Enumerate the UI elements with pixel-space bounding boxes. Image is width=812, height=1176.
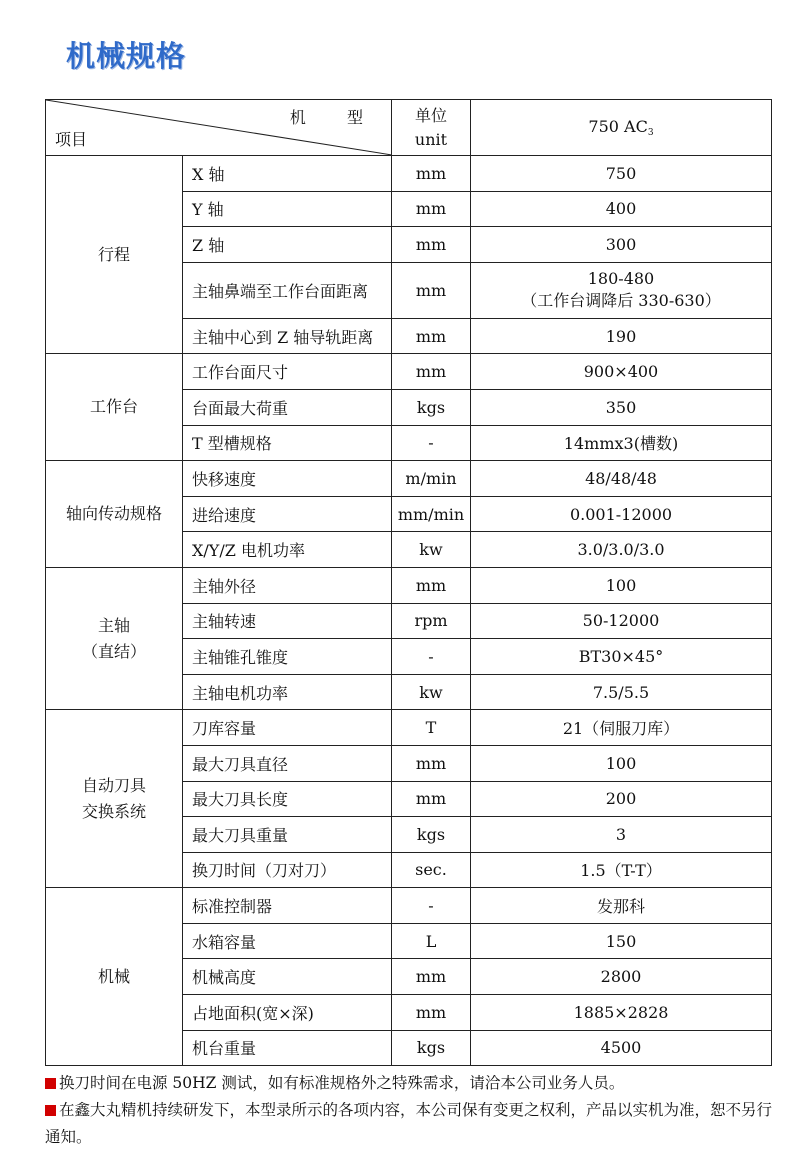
unit-cell: mm	[392, 567, 471, 603]
item-cell: 主轴中心到 Z 轴导轨距离	[183, 318, 392, 354]
unit-cell: m/min	[392, 461, 471, 497]
category-label: 行程	[97, 244, 130, 264]
unit-cell: mm/min	[392, 496, 471, 532]
value-cell: 400	[471, 191, 772, 227]
unit-cell: mm	[392, 354, 471, 390]
category-cell	[46, 710, 183, 888]
unit-en-label: unit	[414, 129, 448, 149]
note-item: 在鑫大丸精机持续研发下，本型录所示的各项内容，本公司保有变更之权利，产品以实机为准，恕不另行通知。	[45, 1101, 773, 1146]
value-cell: 750	[471, 156, 772, 192]
item-cell: 机械高度	[183, 959, 392, 995]
item-cell: 工作台面尺寸	[183, 354, 392, 390]
unit-cell: kgs	[392, 1030, 471, 1066]
item-cell: 主轴锥孔锥度	[183, 639, 392, 675]
unit-cell: mm	[392, 959, 471, 995]
model-name: 750 AC	[588, 117, 648, 136]
value-cell: 50-12000	[471, 603, 772, 639]
item-cell: 主轴外径	[183, 567, 392, 603]
value-cell: 2800	[471, 959, 772, 995]
model-subscript: 3	[647, 128, 654, 138]
value-cell: 200	[471, 781, 772, 817]
unit-cell: kw	[392, 674, 471, 710]
red-square-bullet-icon	[45, 1078, 56, 1089]
unit-cn-label: 单位	[414, 105, 447, 125]
table-row	[46, 461, 772, 497]
item-label: 项目	[55, 130, 88, 149]
note-item: 换刀时间在电源 50HZ 测试，如有标准规格外之特殊需求，请洽本公司业务人员。	[45, 1070, 775, 1097]
item-cell: 刀库容量	[183, 710, 392, 746]
value-cell: 190	[471, 318, 772, 354]
diagonal-header-cell	[46, 100, 392, 156]
value-cell: 100	[471, 567, 772, 603]
value-cell: 100	[471, 745, 772, 781]
category-label: （直结）	[81, 641, 146, 661]
unit-cell: mm	[392, 262, 471, 318]
item-cell: X/Y/Z 电机功率	[183, 532, 392, 568]
unit-cell: mm	[392, 191, 471, 227]
item-cell: 水箱容量	[183, 923, 392, 959]
unit-cell: mm	[392, 995, 471, 1031]
value-cell: 1885×2828	[471, 995, 772, 1031]
unit-cell: mm	[392, 318, 471, 354]
value-cell: 7.5/5.5	[471, 674, 772, 710]
unit-cell: sec.	[392, 852, 471, 888]
item-cell: Z 轴	[183, 227, 392, 263]
category-cell	[46, 567, 183, 709]
category-label: 轴向传动规格	[65, 504, 162, 524]
notes	[45, 1070, 775, 1151]
value-cell: 0.001-12000	[471, 496, 772, 532]
item-cell: 机台重量	[183, 1030, 392, 1066]
item-cell: 主轴鼻端至工作台面距离	[183, 262, 392, 318]
category-label: 自动刀具	[81, 775, 146, 795]
value-cell: 350	[471, 389, 772, 425]
category-cell	[46, 461, 183, 568]
value-line: 180-480	[587, 269, 655, 289]
spec-table	[45, 99, 772, 1066]
value-cell: 发那科	[471, 888, 772, 924]
item-cell: Y 轴	[183, 191, 392, 227]
unit-cell: -	[392, 639, 471, 675]
value-cell: 900×400	[471, 354, 772, 390]
unit-cell: mm	[392, 745, 471, 781]
model-header	[471, 100, 772, 156]
value-cell: 4500	[471, 1030, 772, 1066]
table-row	[46, 888, 772, 924]
value-cell: 300	[471, 227, 772, 263]
value-cell: 48/48/48	[471, 461, 772, 497]
header-row	[46, 100, 772, 156]
value-cell: 21（伺服刀库）	[471, 710, 772, 746]
unit-cell: kgs	[392, 389, 471, 425]
page-title: 机械规格	[66, 39, 187, 73]
item-cell: 占地面积(宽×深)	[183, 995, 392, 1031]
unit-cell: kw	[392, 532, 471, 568]
item-cell: 最大刀具重量	[183, 817, 392, 853]
category-cell	[46, 156, 183, 354]
value-cell: 3.0/3.0/3.0	[471, 532, 772, 568]
category-cell	[46, 888, 183, 1066]
table-row	[46, 710, 772, 746]
item-cell: 台面最大荷重	[183, 389, 392, 425]
value-cell: 1.5（T-T）	[471, 852, 772, 888]
item-cell: 最大刀具长度	[183, 781, 392, 817]
category-label: 工作台	[89, 397, 138, 417]
value-cell: 14mmx3(槽数)	[471, 425, 772, 461]
unit-cell: L	[392, 923, 471, 959]
table-row	[46, 354, 772, 390]
value-cell: BT30×45°	[471, 639, 772, 675]
value-cell	[471, 262, 772, 318]
table-row	[46, 156, 772, 192]
category-label: 交换系统	[81, 801, 146, 821]
unit-cell: -	[392, 425, 471, 461]
value-cell: 3	[471, 817, 772, 853]
unit-cell: -	[392, 888, 471, 924]
unit-cell: mm	[392, 156, 471, 192]
unit-cell: mm	[392, 781, 471, 817]
model-label: 机 型	[289, 108, 381, 127]
item-cell: 标准控制器	[183, 888, 392, 924]
category-cell	[46, 354, 183, 461]
value-cell: 150	[471, 923, 772, 959]
item-cell: X 轴	[183, 156, 392, 192]
unit-header	[392, 100, 471, 156]
table-row	[46, 567, 772, 603]
value-line: （工作台调降后 330-630）	[521, 291, 721, 311]
item-cell: T 型槽规格	[183, 425, 392, 461]
unit-cell: kgs	[392, 817, 471, 853]
category-label: 主轴	[97, 615, 130, 635]
item-cell: 主轴转速	[183, 603, 392, 639]
unit-cell: rpm	[392, 603, 471, 639]
item-cell: 换刀时间（刀对刀）	[183, 852, 392, 888]
item-cell: 进给速度	[183, 496, 392, 532]
unit-cell: T	[392, 710, 471, 746]
item-cell: 快移速度	[183, 461, 392, 497]
item-cell: 主轴电机功率	[183, 674, 392, 710]
unit-cell: mm	[392, 227, 471, 263]
red-square-bullet-icon	[45, 1105, 56, 1116]
category-label: 机械	[97, 966, 130, 986]
item-cell: 最大刀具直径	[183, 745, 392, 781]
